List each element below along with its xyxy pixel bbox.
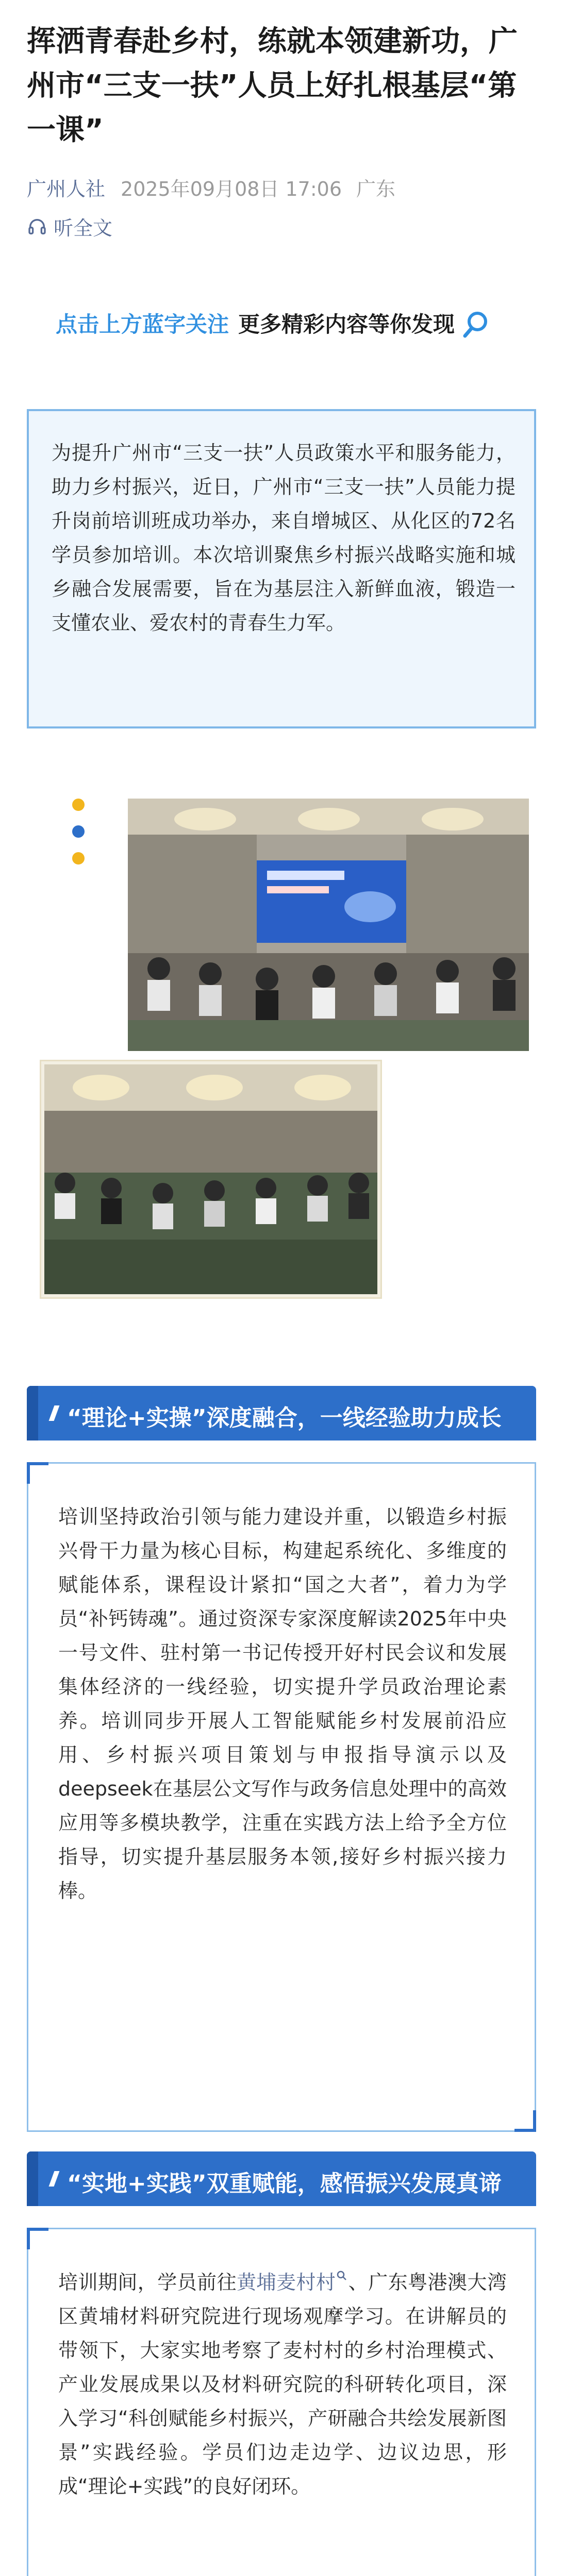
follow-blue-text: 点击上方蓝字关注 (56, 312, 229, 337)
village-link[interactable] (237, 2271, 348, 2294)
intro-box (27, 409, 536, 728)
author-link[interactable]: 广州人社 (27, 178, 106, 200)
decorative-dots (72, 799, 86, 879)
section-2-heading-bar (27, 2151, 536, 2206)
listen-button[interactable] (27, 212, 112, 241)
dot-yellow (72, 799, 85, 811)
corner-decoration (27, 2228, 48, 2249)
section-2-box (27, 2228, 536, 2576)
section-2-heading: “实地+实践”双重赋能，感悟振兴发展真谛 (67, 2171, 502, 2197)
search-icon (461, 309, 494, 342)
section-1-text: 培训坚持政治引领与能力建设并重，以锻造乡村振兴骨干力量为核心目标，构建起系统化、多维度的赋能体系，课程设计紧扣“国之大者”，着力为学员“补钙铸魂”。通过资深专家深度解读2025年中央一号文件、驻村第一书记传授开好村民会议和发展集体经济的一线经验，切实提升学员政治理论素养。培训同步开展人工智能赋能乡村发展前沿应用、乡村振兴项目策划与申报指导演示以及deepseek在基层公文写作与政务信息处理中的高效应用等多模块教学，注重在实践方法上给予全方位指导，切实提升基层服务本领,接好乡村振兴接力棒。 (58, 1505, 507, 1902)
article-title: 挥洒青春赴乡村，练就本领建新功，广州市“三支一扶”人员上好扎根基层“第一课” (27, 25, 518, 147)
dot-blue (72, 825, 85, 838)
article-meta (27, 173, 395, 201)
section-1-heading-bar (27, 1386, 536, 1440)
section-1-heading: “理论+实操”深度融合，一线经验助力成长 (67, 1405, 502, 1431)
section-1-box (27, 1462, 536, 2132)
corner-decoration (27, 1462, 48, 1484)
link-search-icon (336, 2269, 348, 2282)
follow-banner[interactable] (56, 304, 494, 342)
publish-date: 2025年09月08日 17:06 (121, 178, 342, 200)
training-photo-1[interactable] (128, 799, 529, 1051)
section-2-text (58, 2265, 507, 2503)
heading-mark (49, 1405, 60, 1421)
intro-text: 为提升广州市“三支一扶”人员政策水平和服务能力，助力乡村振兴，近日，广州市“三支一扶”人员能力提升岗前培训班成功举办，来自增城区、从化区的72名学员参加培训。本次培训聚焦乡村振兴战略实施和城乡融合发展需要，旨在为基层注入新鲜血液，锻造一支懂农业、爱农村的青春生力军。 (52, 442, 516, 634)
headphone-icon (27, 216, 47, 237)
follow-dark-text: 更多精彩内容等你发现 (238, 312, 455, 337)
section-2-text-before: 培训期间，学员前往 (58, 2271, 237, 2294)
dot-yellow (72, 852, 85, 865)
training-photo-1-image (128, 799, 529, 1051)
village-link-label: 黄埔麦村村 (237, 2271, 336, 2294)
heading-mark (49, 2171, 60, 2187)
section-2-text-after: 、广东粤港澳大湾区黄埔材料研究院进行现场观摩学习。在讲解员的带领下，大家实地考察了麦村村的乡村治理模式、产业发展成果以及材料研究院的科研转化项目，深入学习“科创赋能乡村振兴，产研融合共绘发展新图景”实践经验。学员们边走边学、边议边思，形成“理论+实践”的良好闭环。 (58, 2271, 507, 2498)
corner-decoration (514, 2110, 536, 2132)
listen-label: 听全文 (54, 217, 113, 240)
training-photo-2-image (44, 1064, 377, 1294)
training-photo-2[interactable] (41, 1061, 380, 1297)
publish-location: 广东 (356, 178, 396, 200)
